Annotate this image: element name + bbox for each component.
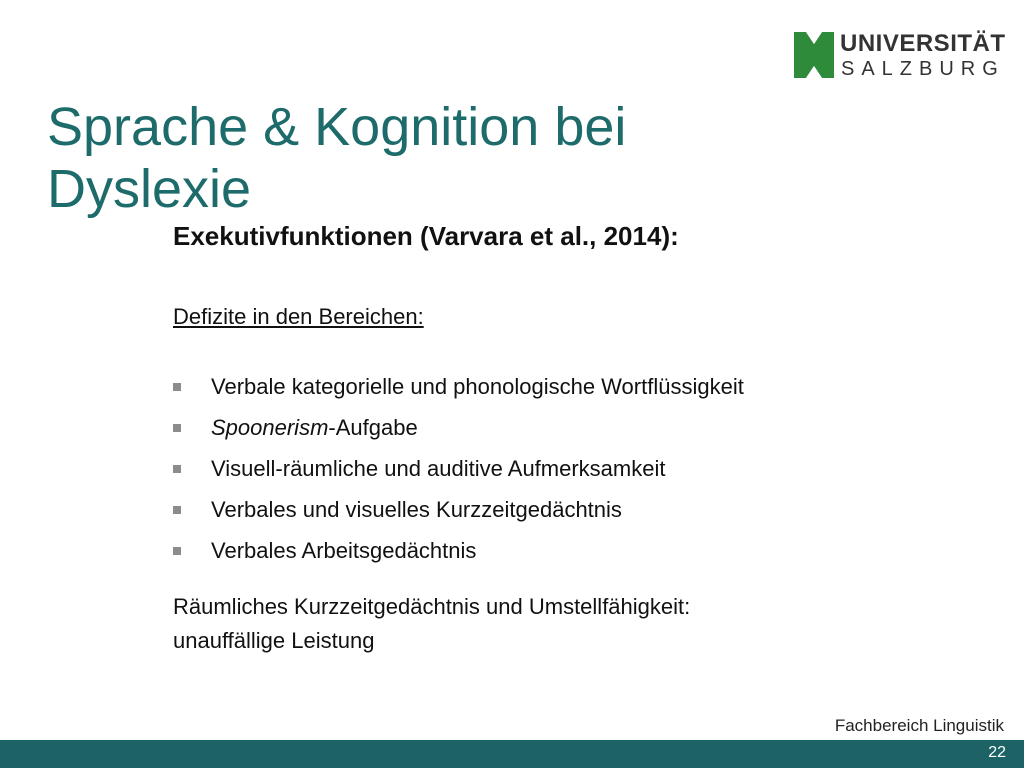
logo-text-universitaet: UNIVERSITÄT <box>840 30 1006 57</box>
square-bullet-icon <box>173 547 181 555</box>
bullet-text: Verbales Arbeitsgedächtnis <box>211 538 477 563</box>
square-bullet-icon <box>173 465 181 473</box>
list-item <box>173 536 973 566</box>
bullet-list <box>173 372 973 566</box>
bullet-text: -Aufgabe <box>328 415 418 440</box>
bullet-text: Visuell-räumliche und auditive Aufmerksamkeit <box>211 456 666 481</box>
list-item <box>173 372 973 402</box>
conclusion-line-2: unauffällige Leistung <box>173 628 375 653</box>
conclusion-line-1: Räumliches Kurzzeitgedächtnis und Umstellfähigkeit: <box>173 594 691 619</box>
footer-bar <box>0 740 1024 768</box>
bullet-emphasis: Spoonerism <box>211 415 329 440</box>
slide-content <box>173 218 973 658</box>
intro-text: Defizite in den Bereichen: <box>173 304 424 329</box>
square-bullet-icon <box>173 506 181 514</box>
list-item <box>173 495 973 525</box>
conclusion-text <box>173 590 973 658</box>
list-item <box>173 454 973 484</box>
logo-text-salzburg: SALZBURG <box>841 58 1005 80</box>
list-item <box>173 413 973 443</box>
university-salzburg-emblem-icon <box>794 32 834 78</box>
slide-subheading: Exekutivfunktionen (Varvara et al., 2014): <box>173 221 679 251</box>
bullet-text: Verbale kategorielle und phonologische Wortflüssigkeit <box>211 374 744 399</box>
bullet-text: Verbales und visuelles Kurzzeitgedächtnis <box>211 497 622 522</box>
page-number: 22 <box>988 744 1006 761</box>
university-logo <box>794 30 1006 82</box>
footer-department: Fachbereich Linguistik <box>834 716 1004 735</box>
slide-title: Sprache & Kognition bei Dyslexie <box>47 97 627 219</box>
square-bullet-icon <box>173 424 181 432</box>
square-bullet-icon <box>173 383 181 391</box>
